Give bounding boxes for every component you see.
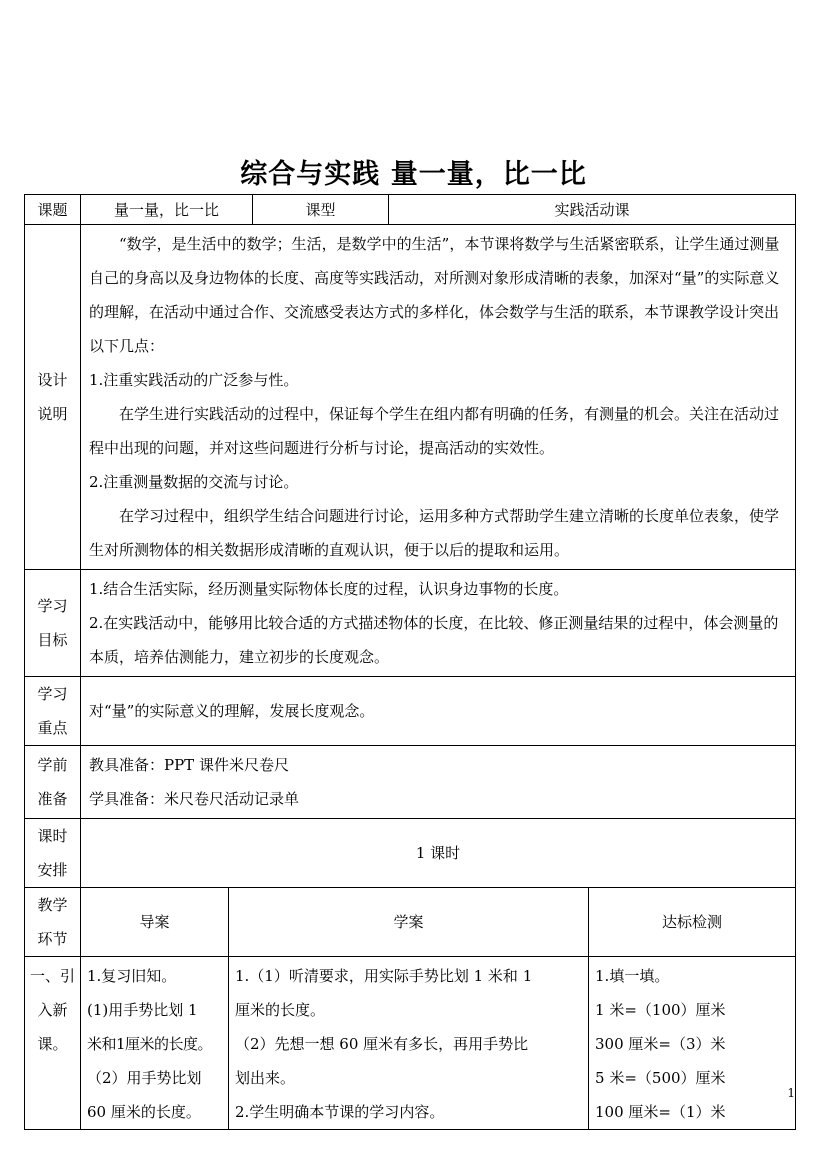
check-line: 300 厘米=（3）米 [595,1035,726,1053]
guide-line: （2）用手势比划 [87,1069,202,1087]
study-line: 厘米的长度。 [235,1001,326,1019]
goal-2: 2.在实践活动中，能够用比较合适的方式描述物体的长度，在比较、修正测量结果的过程中，体会测量的本质，培养估测能力，建立初步的长度观念。 [89,614,779,666]
page-number: 1 [787,1086,795,1100]
section1-row [25,957,796,1130]
goals-content [81,570,796,677]
col-study-header: 学案 [229,888,589,957]
design-row [25,225,796,570]
study-line: 2.学生明确本节课的学习内容。 [235,1103,445,1121]
process-header-row [25,888,796,957]
section1-label-line1: 一、引 [29,967,75,985]
goals-label [25,570,81,677]
section1-check [589,957,796,1130]
section1-guide [81,957,229,1130]
prep-teacher: 教具准备：PPT 课件米尺卷尺 [89,756,289,774]
prep-row [25,746,796,819]
design-intro: “数学，是生活中的数学；生活，是数学中的生活”，本节课将数学与生活紧密联系，让学生通过测量自己的身高以及身边物体的长度、高度等实践活动，对所测对象形成清晰的表象，加深对“量”的实际意义的理解，在活动中通过合作、交流感受表达方式的多样化，体会数学与生活的联系，本节课教学设计突出以下几点： [89,235,780,355]
focus-label-line2: 重点 [37,719,68,737]
goals-row [25,570,796,677]
design-point1-title: 1.注重实践活动的广泛参与性。 [89,371,299,389]
guide-line: 60 厘米的长度。 [87,1103,201,1121]
design-content [81,225,796,570]
process-label [25,888,81,957]
prep-student: 学具准备：米尺卷尺活动记录单 [89,790,300,808]
study-line: （2）先想一想 60 厘米有多长，再用手势比 [235,1035,529,1053]
focus-label [25,677,81,746]
section1-label [25,957,81,1130]
schedule-label-line2: 安排 [37,861,68,879]
schedule-row [25,819,796,888]
design-point2-title: 2.注重测量数据的交流与讨论。 [89,473,299,491]
check-line: 1.填一填。 [595,967,670,985]
prep-content [81,746,796,819]
focus-row [25,677,796,746]
design-label-line2: 说明 [37,405,68,423]
prep-label [25,746,81,819]
topic-row [25,195,796,225]
goals-label-line2: 目标 [37,631,68,649]
design-label [25,225,81,570]
check-line: 5 米=（500）厘米 [595,1069,726,1087]
prep-label-line2: 准备 [37,790,68,808]
schedule-label-line1: 课时 [37,827,68,845]
topic-label: 课题 [25,195,81,225]
design-point2-body: 在学习过程中，组织学生结合问题进行讨论，运用多种方式帮助学生建立清晰的长度单位表象，使学生对所测物体的相关数据形成清晰的直观认识，便于以后的提取和运用。 [89,507,780,559]
section1-study [229,957,589,1130]
topic-value: 量一量，比一比 [81,195,253,225]
focus-label-line1: 学习 [37,685,68,703]
type-label: 课型 [253,195,389,225]
check-line: 1 米=（100）厘米 [595,1001,726,1019]
study-line: 划出来。 [235,1069,296,1087]
focus-content: 对“量”的实际意义的理解，发展长度观念。 [81,677,796,746]
section1-label-line3: 课。 [37,1035,68,1053]
guide-line: 米和1厘米的长度。 [87,1035,213,1053]
process-label-line2: 环节 [37,930,68,948]
process-label-line1: 教学 [37,896,68,914]
check-line: 100 厘米=（1）米 [595,1103,726,1121]
study-line: 1.（1）听清要求，用实际手势比划 1 米和 1 [235,967,533,985]
guide-line: 1.复习旧知。 [87,967,177,985]
design-label-line1: 设计 [37,371,68,389]
schedule-label [25,819,81,888]
type-value: 实践活动课 [389,195,796,225]
page-title: 综合与实践 量一量，比一比 [240,159,587,190]
schedule-content: 1 课时 [81,819,796,888]
goal-1: 1.结合生活实际，经历测量实际物体长度的过程，认识身边事物的长度。 [89,580,569,598]
col-guide-header: 导案 [81,888,229,957]
lesson-plan-table [24,194,796,1130]
section1-label-line2: 入新 [37,1001,68,1019]
goals-label-line1: 学习 [37,597,68,615]
guide-line: (1)用手势比划 1 [87,1001,198,1019]
prep-label-line1: 学前 [37,756,68,774]
design-point1-body: 在学生进行实践活动的过程中，保证每个学生在组内都有明确的任务，有测量的机会。关注在活动过程中出现的问题，并对这些问题进行分析与讨论，提高活动的实效性。 [89,405,780,457]
col-check-header: 达标检测 [589,888,796,957]
